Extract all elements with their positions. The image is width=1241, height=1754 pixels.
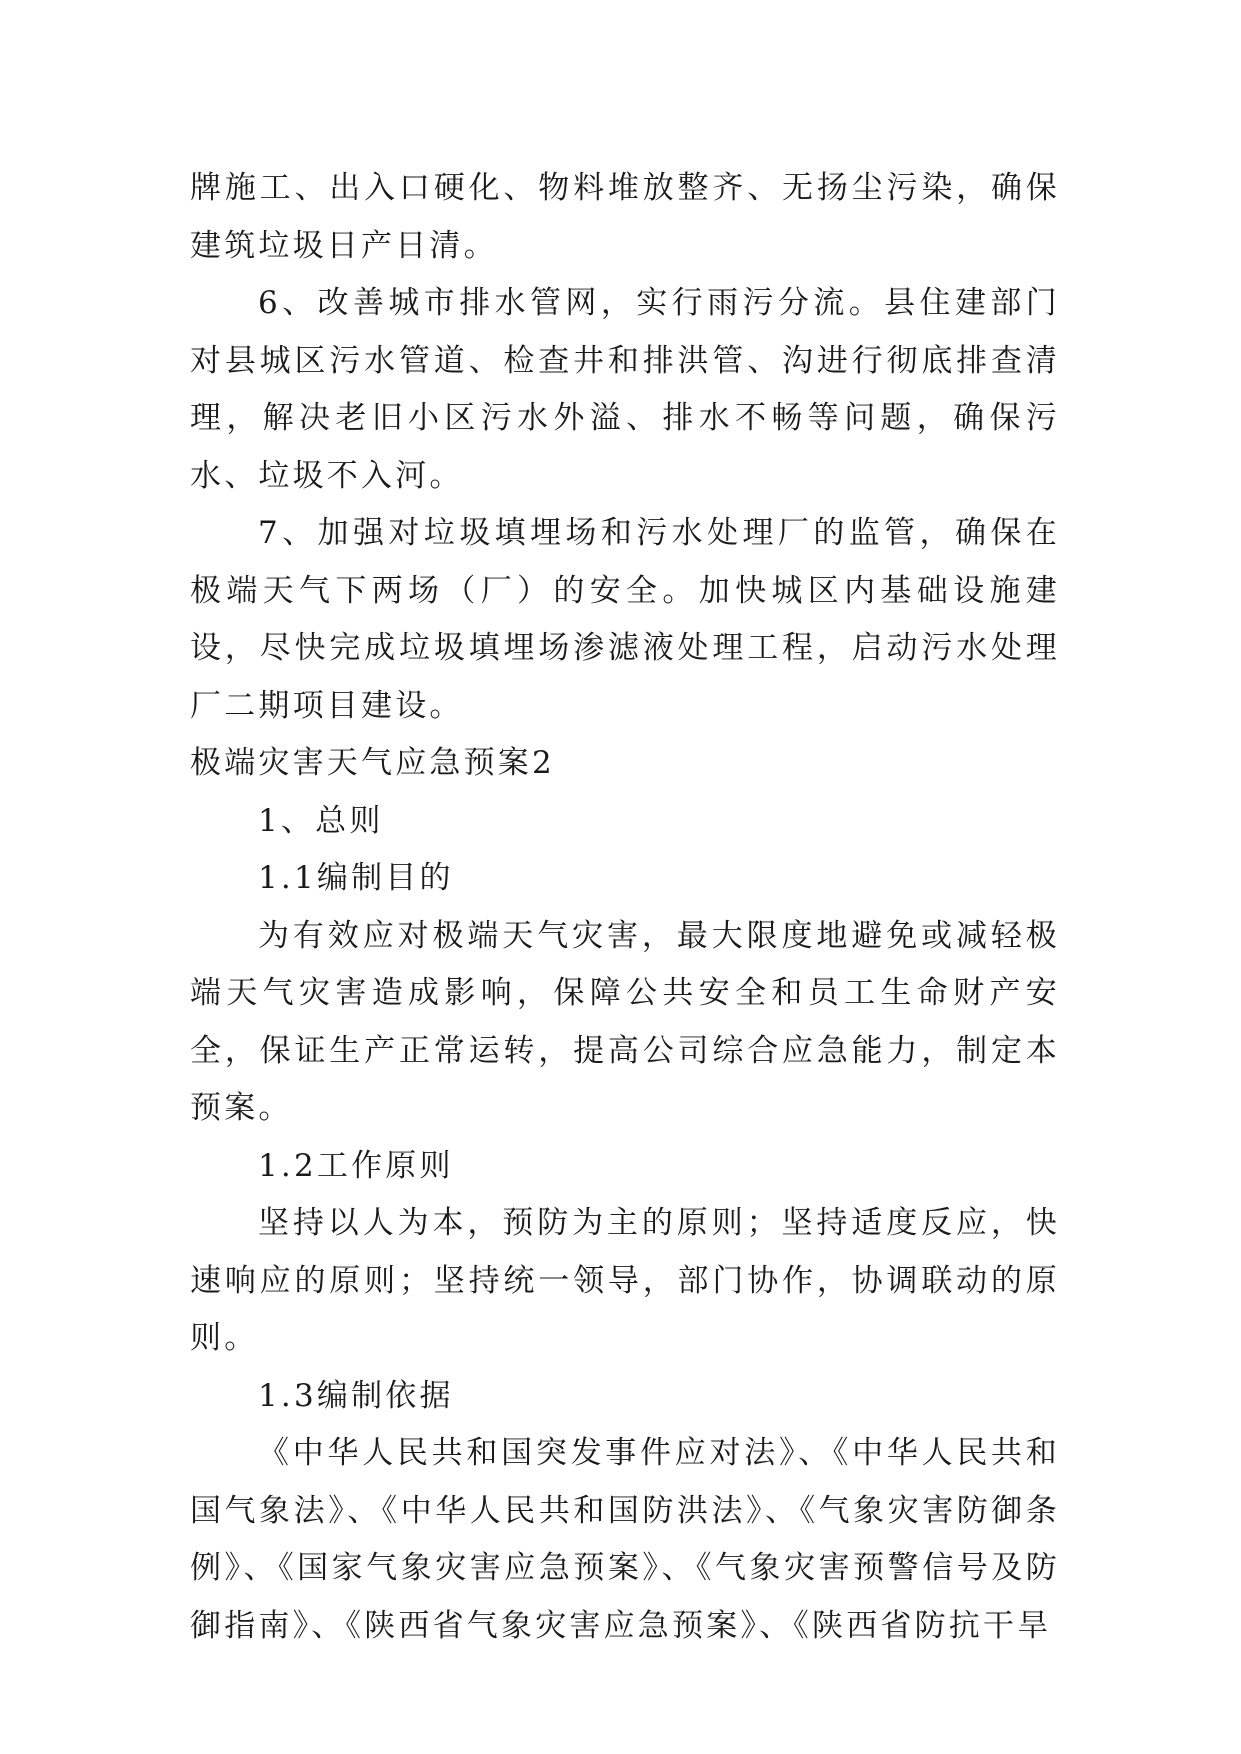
heading-1-2-principles: 1.2工作原则 <box>258 1147 454 1184</box>
heading-general-principles: 1、总则 <box>258 802 384 839</box>
heading-1-1-purpose: 1.1编制目的 <box>258 860 454 896</box>
section-title-plan2: 极端灾害天气应急预案2 <box>190 745 555 781</box>
paragraph-principles: 坚持以人为本，预防为主的原则；坚持适度反应，快速响应的原则；坚持统一领导，部门协作，协调联动的原则。 <box>190 1205 1060 1356</box>
paragraph-item7-landfill: 7、加强对垃圾填埋场和污水处理厂的监管，确保在极端天气下两场（厂）的安全。加快城区内基础设施建设，尽快完成垃圾填埋场渗滤液处理工程，启动污水处理厂二期项目建设。 <box>190 515 1060 724</box>
document-body <box>190 160 1060 1655</box>
paragraph-purpose: 为有效应对极端天气灾害，最大限度地避免或减轻极端天气灾害造成影响，保障公共安全和员工生命财产安全，保证生产正常运转，提高公司综合应急能力，制定本预案。 <box>190 917 1060 1126</box>
paragraph-item6-drainage: 6、改善城市排水管网，实行雨污分流。县住建部门对县城区污水管道、检查井和排洪管、沟进行彻底排查清理，解决老旧小区污水外溢、排水不畅等问题，确保污水、垃圾不入河。 <box>190 285 1060 494</box>
paragraph-basis: 《中华人民共和国突发事件应对法》、《中华人民共和国气象法》、《中华人民共和国防洪法》、《气象灾害防御条例》、《国家气象灾害应急预案》、《气象灾害预警信号及防御指南》、《陕西省气象灾害应急预案》、《陕西省防抗干旱 <box>190 1435 1060 1644</box>
paragraph-item5-continued: 牌施工、出入口硬化、物料堆放整齐、无扬尘污染，确保建筑垃圾日产日清。 <box>190 170 1060 264</box>
heading-1-3-basis: 1.3编制依据 <box>258 1377 454 1414</box>
